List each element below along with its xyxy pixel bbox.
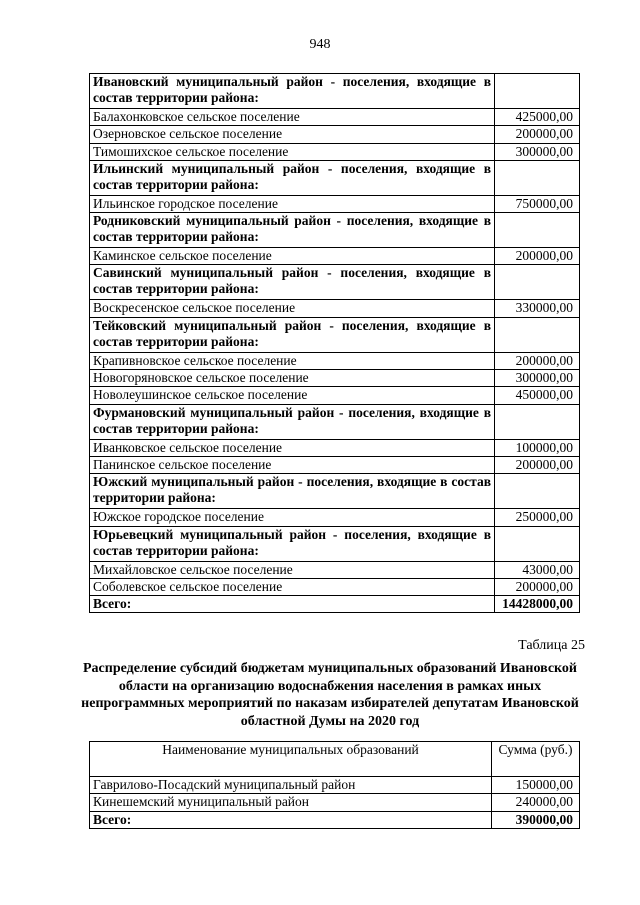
amount-cell: 240000,00 <box>492 794 580 811</box>
settlement-name-cell: Новолеушинское сельское поселение <box>90 387 495 404</box>
table-2-title: Распределение субсидий бюджетам муниципальных образований Ивановской области на организацию водоснабжения населения в рамках иных непрограммных мероприятий по наказам избирателей депутатам Ивановской областной Думы на 2020 год <box>81 661 579 729</box>
settlement-name-cell: Гаврилово-Посадский муниципальный район <box>90 777 492 794</box>
table-row <box>90 561 580 578</box>
table-header-row <box>90 742 580 777</box>
amount-cell <box>495 526 580 561</box>
settlement-name-cell: Крапивновское сельское поселение <box>90 352 495 369</box>
settlement-name-cell: Кинешемский муниципальный район <box>90 794 492 811</box>
district-group-row <box>90 74 580 109</box>
subsidy-table-2 <box>89 741 580 829</box>
table-row <box>90 794 580 811</box>
total-label-cell: Всего: <box>90 811 492 828</box>
district-name-cell: Ильинский муниципальный район - поселения, входящие в состав территории района: <box>90 160 495 195</box>
district-name-cell: Ивановский муниципальный район - поселения, входящие в состав территории района: <box>90 74 495 109</box>
amount-cell: 300000,00 <box>495 370 580 387</box>
amount-cell: 450000,00 <box>495 387 580 404</box>
amount-cell <box>495 160 580 195</box>
total-row <box>90 596 580 613</box>
district-group-row <box>90 160 580 195</box>
settlement-name-cell: Тимошихское сельское поселение <box>90 143 495 160</box>
district-name-cell: Савинский муниципальный район - поселения, входящие в состав территории района: <box>90 265 495 300</box>
table-row <box>90 300 580 317</box>
amount-cell: 200000,00 <box>495 248 580 265</box>
table-row <box>90 456 580 473</box>
settlement-name-cell: Южское городское поселение <box>90 509 495 526</box>
amount-cell <box>495 213 580 248</box>
amount-cell: 200000,00 <box>495 352 580 369</box>
settlement-name-cell: Воскресенское сельское поселение <box>90 300 495 317</box>
table-row <box>90 248 580 265</box>
settlement-name-cell: Иванковское сельское поселение <box>90 439 495 456</box>
table-row <box>90 109 580 126</box>
settlement-name-cell: Панинское сельское поселение <box>90 456 495 473</box>
amount-cell: 330000,00 <box>495 300 580 317</box>
table-row <box>90 143 580 160</box>
table-row <box>90 195 580 212</box>
amount-cell <box>495 74 580 109</box>
amount-cell: 250000,00 <box>495 509 580 526</box>
district-name-cell: Юрьевецкий муниципальный район - поселения, входящие в состав территории района: <box>90 526 495 561</box>
amount-cell: 150000,00 <box>492 777 580 794</box>
amount-cell: 200000,00 <box>495 578 580 595</box>
settlement-name-cell: Ильинское городское поселение <box>90 195 495 212</box>
amount-cell: 43000,00 <box>495 561 580 578</box>
amount-cell: 200000,00 <box>495 126 580 143</box>
column-header-name: Наименование муниципальных образований <box>90 742 492 777</box>
amount-cell <box>495 317 580 352</box>
district-group-row <box>90 404 580 439</box>
settlement-name-cell: Новогоряновское сельское поселение <box>90 370 495 387</box>
district-name-cell: Южский муниципальный район - поселения, входящие в состав территории района: <box>90 474 495 509</box>
amount-cell: 300000,00 <box>495 143 580 160</box>
district-name-cell: Фурмановский муниципальный район - поселения, входящие в состав территории района: <box>90 404 495 439</box>
district-group-row <box>90 213 580 248</box>
settlement-name-cell: Михайловское сельское поселение <box>90 561 495 578</box>
page-number: 948 <box>309 37 331 52</box>
table-row <box>90 370 580 387</box>
amount-cell: 425000,00 <box>495 109 580 126</box>
table-row <box>90 387 580 404</box>
amount-cell <box>495 474 580 509</box>
subsidy-table-1 <box>89 73 580 613</box>
total-amount-cell: 14428000,00 <box>495 596 580 613</box>
table-row <box>90 439 580 456</box>
settlement-name-cell: Соболевское сельское поселение <box>90 578 495 595</box>
table-row <box>90 509 580 526</box>
amount-cell: 750000,00 <box>495 195 580 212</box>
column-header-amount: Сумма (руб.) <box>492 742 580 777</box>
amount-cell <box>495 265 580 300</box>
total-row <box>90 811 580 828</box>
amount-cell: 100000,00 <box>495 439 580 456</box>
table-row <box>90 352 580 369</box>
district-name-cell: Тейковский муниципальный район - поселения, входящие в состав территории района: <box>90 317 495 352</box>
total-amount-cell: 390000,00 <box>492 811 580 828</box>
amount-cell <box>495 404 580 439</box>
table-row <box>90 126 580 143</box>
district-name-cell: Родниковский муниципальный район - поселения, входящие в состав территории района: <box>90 213 495 248</box>
total-label-cell: Всего: <box>90 596 495 613</box>
table-number-label: Таблица 25 <box>518 638 585 653</box>
settlement-name-cell: Озерновское сельское поселение <box>90 126 495 143</box>
settlement-name-cell: Балахонковское сельское поселение <box>90 109 495 126</box>
settlement-name-cell: Каминское сельское поселение <box>90 248 495 265</box>
district-group-row <box>90 317 580 352</box>
amount-cell: 200000,00 <box>495 456 580 473</box>
district-group-row <box>90 474 580 509</box>
table-row <box>90 578 580 595</box>
district-group-row <box>90 265 580 300</box>
table-row <box>90 777 580 794</box>
district-group-row <box>90 526 580 561</box>
